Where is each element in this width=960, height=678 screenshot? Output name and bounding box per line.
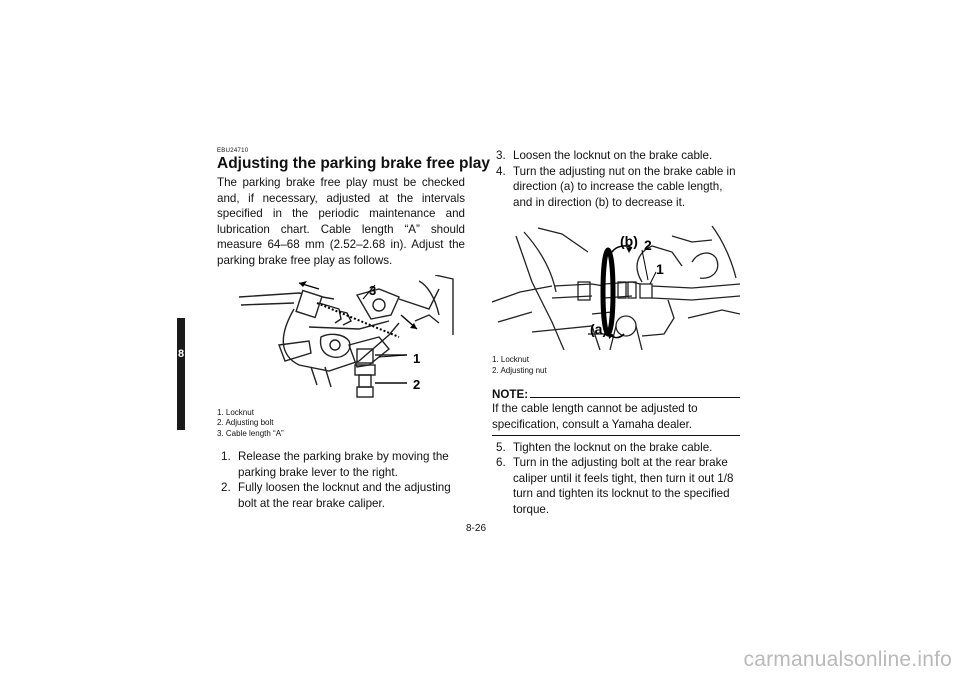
step-text: Tighten the locknut on the brake cable. (513, 440, 713, 454)
caption-item: 2. Adjusting bolt (217, 418, 274, 428)
step-number: 5. (496, 440, 506, 454)
figure-callout-1: 1 (656, 261, 664, 278)
section-tab (177, 318, 185, 430)
step-item (492, 148, 740, 164)
step-number: 2. (221, 481, 231, 495)
figure-callout-b: (b) (620, 233, 638, 250)
caption-item: 2. Adjusting nut (492, 365, 547, 375)
figure-callout-3: 3 (369, 282, 377, 298)
step-number: 4. (496, 164, 506, 178)
caption-item: 1. Locknut (217, 407, 254, 417)
brake-cable-figure (492, 222, 740, 352)
step-item (492, 440, 740, 456)
step-text: Release the parking brake by moving the parking brake lever to the right. (238, 450, 449, 479)
section-heading: Adjusting the parking brake free play (217, 155, 491, 172)
figure-caption-list (217, 408, 465, 440)
figure-callout-1: 1 (413, 350, 421, 366)
note-label: NOTE: (492, 388, 529, 402)
step-text: Turn in the adjusting bolt at the rear brake caliper until it feels tight, then turn it out 1/8 turn and tighten its locknut to the specified torque. (513, 456, 734, 516)
right-column (492, 148, 740, 518)
step-text: Fully loosen the locknut and the adjusting bolt at the rear brake caliper. (238, 481, 451, 510)
note-bottom-rule (492, 435, 740, 436)
step-text: Turn the adjusting nut on the brake cable in direction (a) to increase the cable length, and in direction (b) to decrease it. (513, 164, 736, 209)
note-text: If the cable length cannot be adjusted to specification, consult a Yamaha dealer. (492, 402, 698, 431)
figure-caption-list (492, 355, 740, 376)
page-number: 8-26 (466, 523, 487, 534)
step-list-right-top (492, 148, 740, 210)
brake-caliper-figure (239, 275, 454, 405)
step-item (217, 449, 465, 480)
note-rule (530, 397, 740, 398)
caption-item: 1. Locknut (492, 355, 529, 365)
step-item (492, 455, 740, 517)
note-header (492, 388, 740, 401)
left-column (217, 148, 491, 511)
step-text: Loosen the locknut on the brake cable. (513, 149, 713, 162)
step-number: 3. (496, 149, 506, 162)
figure-callout-2: 2 (644, 237, 652, 254)
step-number: 6. (496, 456, 506, 470)
figure-callout-2: 2 (413, 376, 421, 392)
step-list-right-bottom (492, 440, 740, 518)
step-item (217, 480, 465, 511)
step-number: 1. (221, 450, 231, 464)
caption-item: 3. Cable length “A” (217, 428, 284, 438)
figure-callout-a: (a) (590, 321, 608, 338)
section-tab-number: 8 (177, 348, 185, 360)
watermark-link[interactable]: carmanualsonline.info (743, 648, 952, 671)
step-item (492, 164, 740, 211)
intro-paragraph: The parking brake free play must be checked and, if necessary, adjusted at the intervals specified in the periodic maintenance and lubrication chart. Cable length “A” should measure 64–68 mm (2.52–2.68 in). Adjust the parking brake free play as follows. (217, 176, 465, 267)
step-list-left (217, 449, 465, 511)
section-code: EBU24710 (217, 148, 249, 154)
